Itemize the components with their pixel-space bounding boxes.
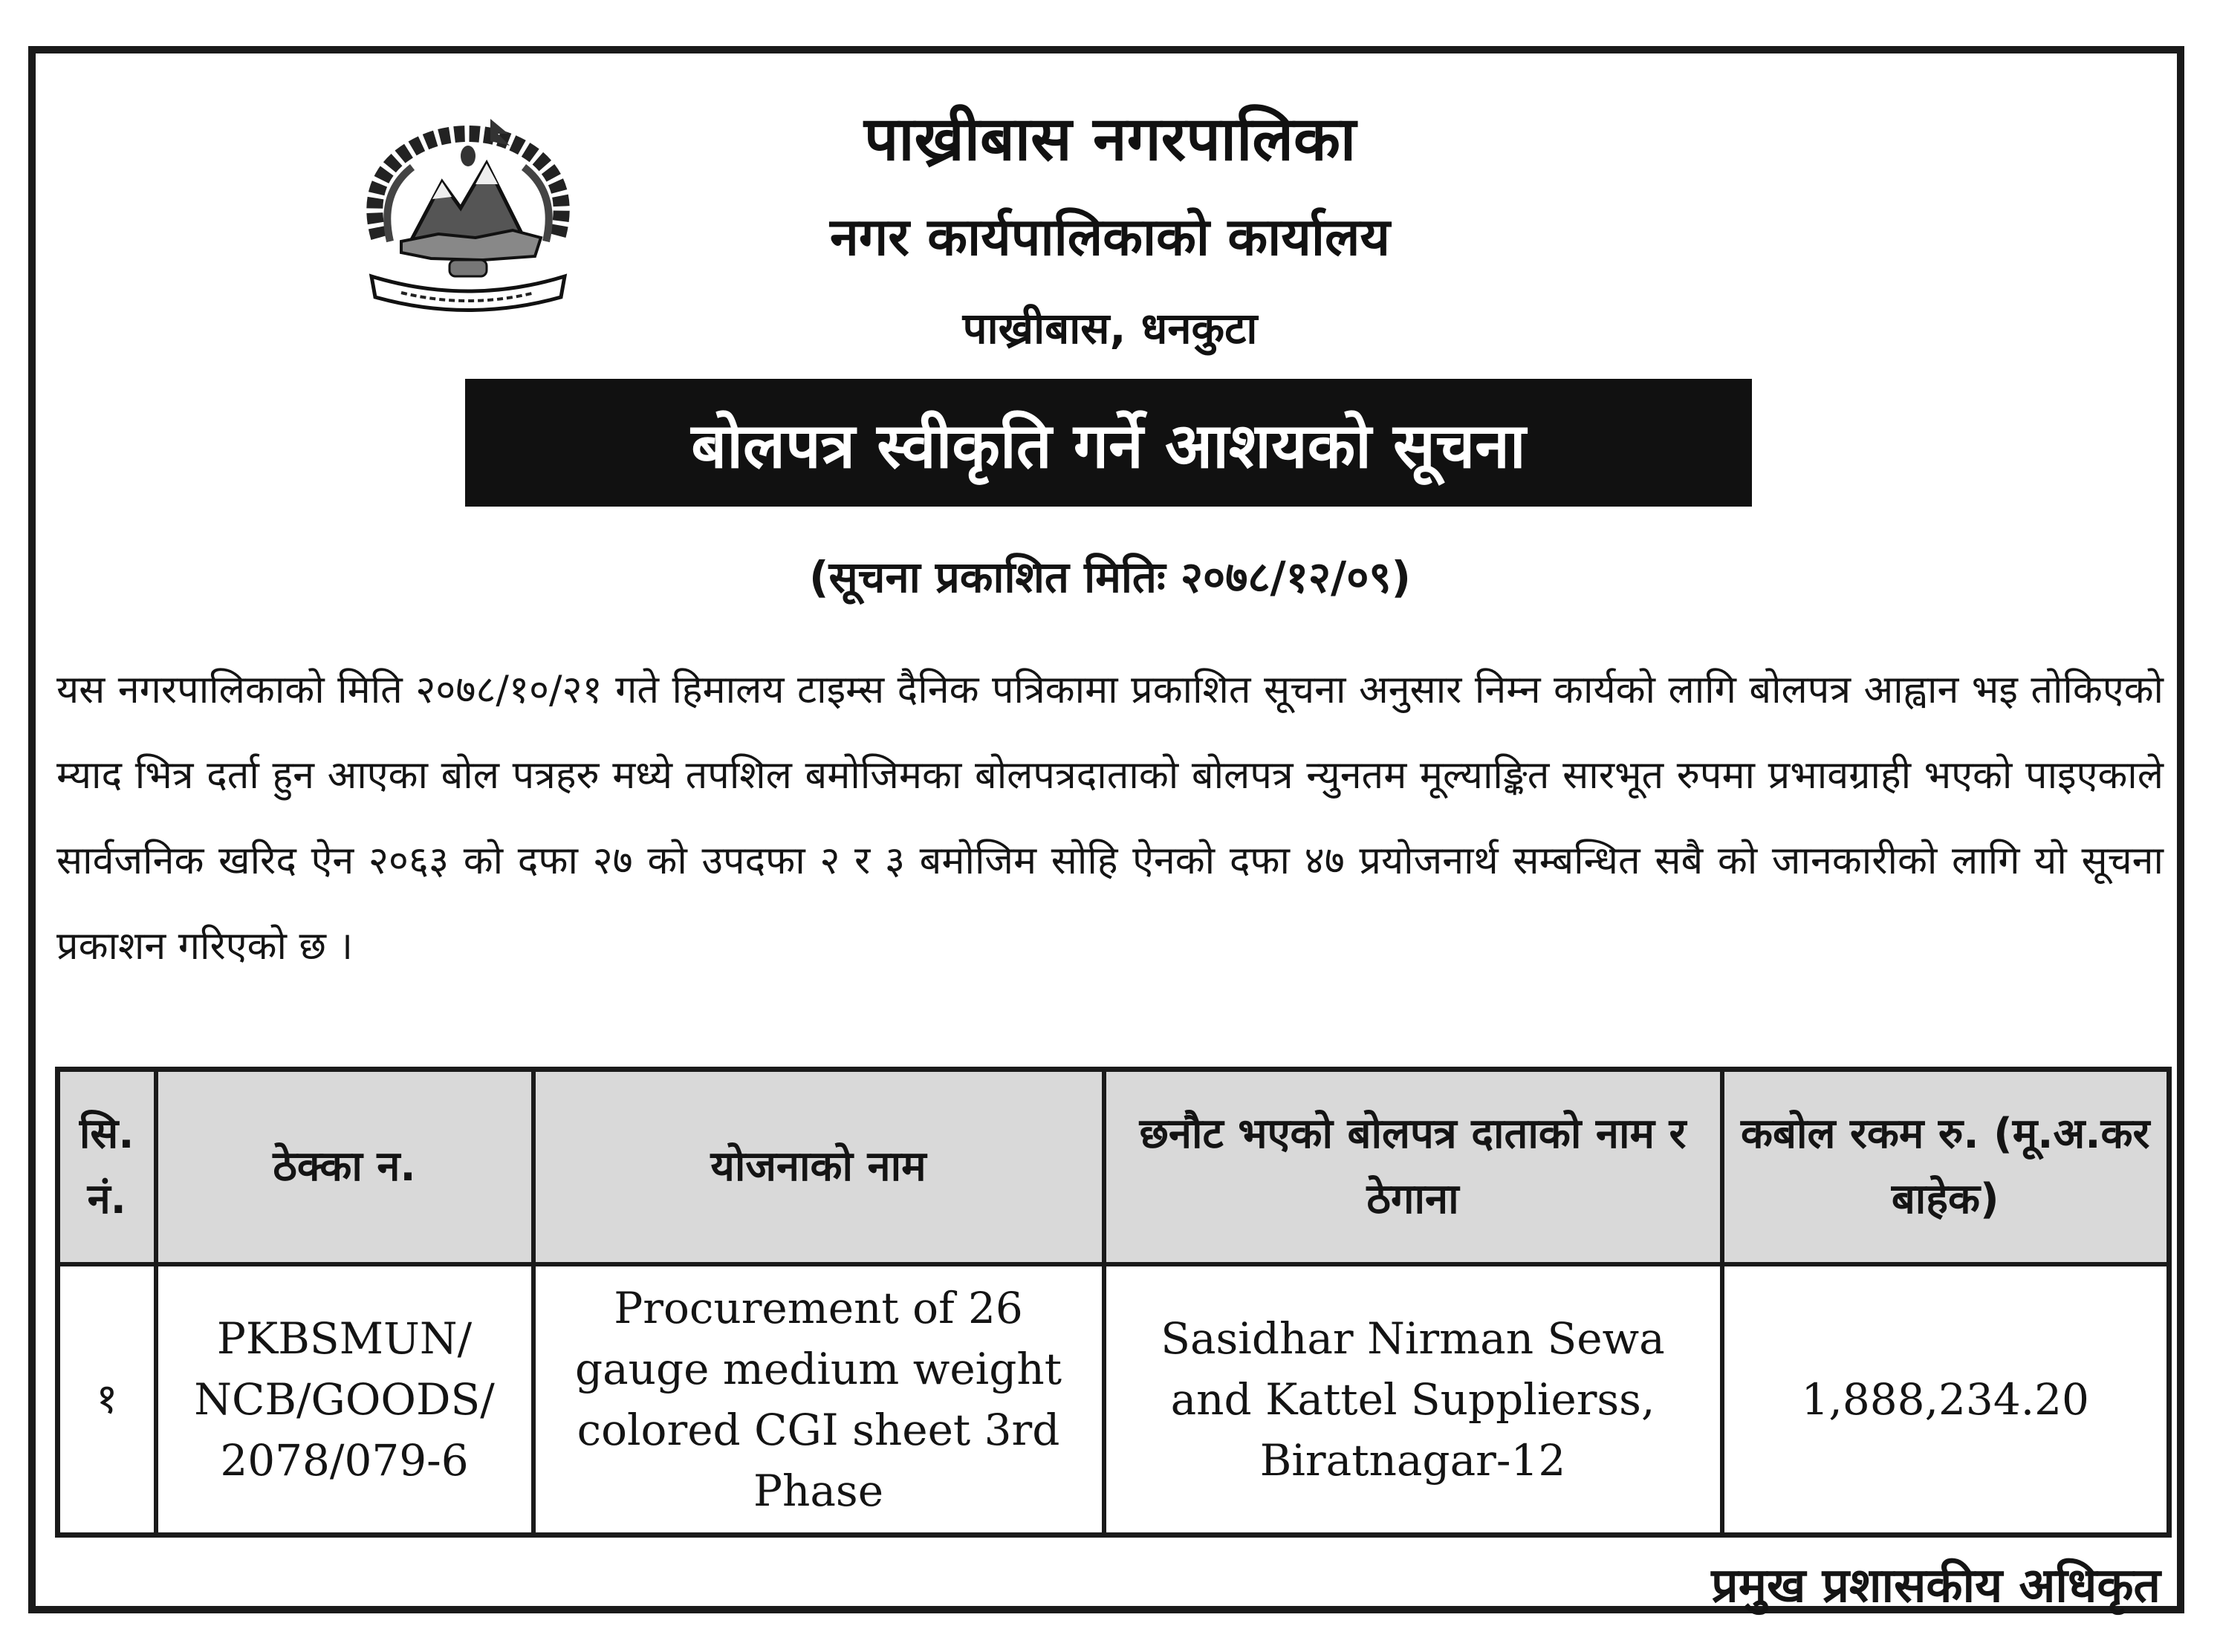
table-header-row (58, 1070, 2169, 1265)
column-header-serial: सि. नं. (58, 1070, 156, 1265)
signatory: प्रमुख प्रशासकीय अधिकृत (1711, 1558, 2161, 1613)
municipality-name: पाख्रीबास नगरपालिका (863, 104, 1357, 175)
office-location: पाख्रीबास, धनकुटा (962, 303, 1258, 354)
cell-amount: 1,888,234.20 (1722, 1264, 2169, 1535)
notice-body: यस नगरपालिकाको मिति २०७८/१०/२१ गते हिमालय टाइम्स दैनिक पत्रिकामा प्रकाशित सूचना अनुसार निम्न कार्यको लागि बोलपत्र आह्वान भइ तोकिएको म्याद भित्र दर्ता हुन आएका बोल पत्रहरु मध्ये तपशिल बमोजिमका बोलपत्रदाताको बोलपत्र न्युनतम मूल्याङ्कित सारभूत रुपमा प्रभावग्राही भएको पाइएकाले सार्वजनिक खरिद ऐन २०६३ को दफा २७ को उपदफा २ र ३ बमोजिम सोहि ऐनको दफा ४७ प्रयोजनार्थ सम्बन्धित सबै को जानकारीको लागि यो सूचना प्रकाशन गरिएको छ । (56, 668, 2164, 969)
column-header-bidder: छनौट भएको बोलपत्र दाताको नाम र ठेगाना (1104, 1070, 1722, 1265)
column-header-project-name: योजनाको नाम (533, 1070, 1104, 1265)
notice-title: बोलपत्र स्वीकृति गर्ने आशयको सूचना (691, 409, 1526, 482)
column-header-contract-no: ठेक्का न. (156, 1070, 533, 1265)
notice-title-banner (465, 379, 1752, 507)
office-name: नगर कार्यपालिकाको कार्यालय (829, 206, 1391, 267)
table-row (58, 1264, 2169, 1535)
cell-serial: १ (58, 1264, 156, 1535)
tender-table (55, 1067, 2172, 1538)
column-header-amount: कबोल रकम रु. (मू.अ.कर बाहेक) (1722, 1070, 2169, 1265)
cell-project-name: Procurement of 26 gauge medium weight colored CGI sheet 3rd Phase (533, 1264, 1104, 1535)
publication-date: (सूचना प्रकाशित मितिः २०७८/१२/०९) (808, 552, 1412, 602)
cell-contract-no: PKBSMUN/ NCB/GOODS/ 2078/079-6 (156, 1264, 533, 1535)
cell-bidder: Sasidhar Nirman Sewa and Kattel Supplierss, Biratnagar-12 (1104, 1264, 1722, 1535)
